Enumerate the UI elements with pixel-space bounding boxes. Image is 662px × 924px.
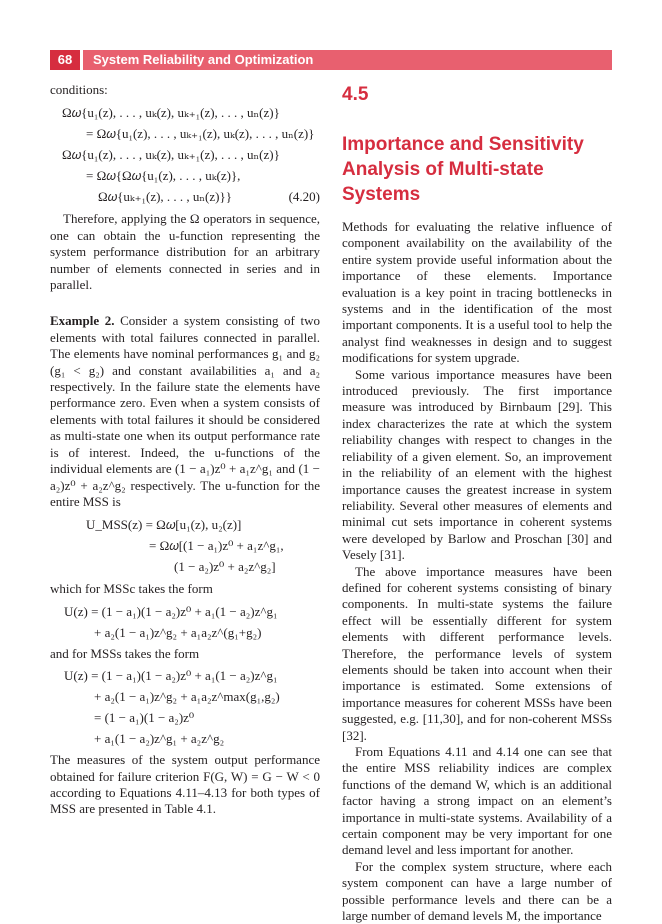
equation-line: + a₁(1 − a₂)z^g₁ + a₂z^g₂ (94, 731, 225, 747)
equation-line: Ω𝜔{uₖ₊₁(z), . . . , uₙ(z)}} (4.20) (62, 186, 320, 207)
equation-line: U_MSS(z) = Ω𝜔[u₁(z), u₂(z)] (86, 517, 242, 533)
equation-umss (86, 514, 320, 577)
left-column (50, 82, 320, 818)
equation-line: = (1 − a₁)(1 − a₂)z⁰ (94, 710, 195, 726)
equation-line: = Ω𝜔{u₁(z), . . . , uₖ₊₁(z), uₖ(z), . . . , uₙ(z)} (86, 126, 315, 142)
equation-line: Ω𝜔{u₁(z), . . . , uₖ(z), uₖ₊₁(z), . . . , uₙ(z)} (62, 105, 280, 121)
equation-line: U(z) = (1 − a₁)(1 − a₂)z⁰ + a₁(1 − a₂)z^g₁ (64, 603, 278, 619)
right-column (342, 82, 612, 924)
paragraph: The measures of the system output performance obtained for failure criterion F(G, W) = G − W < 0 according to Equations 4.11–4.13 for both types of MSS are presented in Table 4.1. (50, 752, 320, 817)
equation-msss (64, 665, 320, 749)
equation-mssc (64, 601, 320, 643)
paragraph: For the complex system structure, where each system component can have a large number of possible performance levels and there can be a large number of demand levels M, the importance (342, 858, 612, 924)
paragraph: Methods for evaluating the relative influence of component availability on the availability of the entire system provide useful information about the importance of these elements. Importance evaluation is a key point in tracing bottlenecks in systems and in the identification of the most important components. It is a useful tool to help the analyst find weaknesses in design and to suggest modifications for system upgrade. (342, 219, 612, 366)
page-number: 68 (50, 50, 80, 70)
equation-line: U(z) = (1 − a₁)(1 − a₂)z⁰ + a₁(1 − a₂)z^g₁ (64, 668, 278, 684)
paragraph: and for MSSs takes the form (50, 645, 200, 661)
conditions-label: conditions: (50, 82, 108, 97)
running-header (50, 50, 612, 70)
equation-line: + a₂(1 − a₁)z^g₂ + a₁a₂z^max(g₁,g₂) (94, 689, 280, 705)
equation-line: Ω𝜔{u₁(z), . . . , uₖ(z), uₖ₊₁(z), . . . , uₙ(z)} (62, 147, 280, 163)
section-title-line-2: Analysis of Multi-state Systems (342, 159, 544, 205)
section-title-line-1: 4.5 Importance and Sensitivity (342, 84, 584, 155)
equation-line: = Ω𝜔[(1 − a₁)z⁰ + a₁z^g₁, (149, 538, 284, 554)
paragraph: From Equations 4.11 and 4.14 one can see that the entire MSS reliability indices are complex functions of the demand W, which is an additional factor having a strong impact on an element’s importance in multi-state systems. Availability of a certain component may be very important for one demand level and less important for another. (342, 744, 612, 858)
equation-line: + a₂(1 − a₁)z^g₂ + a₁a₂z^(g₁+g₂) (94, 624, 262, 640)
paragraph: Therefore, applying the Ω operators in sequence, one can obtain the u-function representing the system performance distribution for an arbitrary number of elements connected in series and in parallel. (50, 211, 320, 293)
running-title: System Reliability and Optimization (83, 50, 612, 70)
equation-line: = Ω𝜔{Ω𝜔{u₁(z), . . . , uₖ(z)}, (86, 168, 241, 184)
paragraph: The above importance measures have been defined for coherent systems consisting of binary components. In multi-state systems the failure effect will be essentially different for system elements with different performance levels. Therefore, the performance levels of system elements should be taken into account when their importance is estimated. Some extensions of importance measures for coherent MSSs have been suggested, e.g. [11,30], and for non-coherent MSSs [32]. (342, 563, 612, 743)
paragraph: which for MSSc takes the form (50, 581, 213, 597)
example-label: Example 2. (50, 313, 115, 329)
equation-line: (1 − a₂)z⁰ + a₂z^g₂] (174, 559, 276, 575)
paragraph: Some various importance measures have been introduced previously. The first importance measure was introduced by Birnbaum [29]. This index characterizes the rate at which the system reliability changes with respect to changes in the reliability of a given element. So, an improvement in the reliability of an element with the highest importance causes the greatest increase in system reliability. Several other measures of elements and minimal cut sets importance in coherent systems were developed by Barlow and Proschan [30] and Vesely [31]. (342, 366, 612, 563)
equation-number: (4.20) (288, 189, 320, 205)
section-title (342, 82, 612, 207)
equation-4-20 (50, 102, 320, 207)
example-2-paragraph: Example 2. Consider a system consisting of two elements with total failures connected in parallel. The elements have nominal performances g₁ and g₂ (g₁ < g₂) and constant availabilities a₁ and a₂ respectively. In the failure state the elements have performance zero. Even when a system consists of elements with total failures it should be considered as multi-state one when its output performance rate is of interest. Indeed, the u-functions of the individual elements are (1 − a₁)z⁰ + a₁z^g₁ and (1 − a₂)z⁰ + a₂z^g₂ respectively. The u-function for the entire MSS is (50, 313, 320, 509)
